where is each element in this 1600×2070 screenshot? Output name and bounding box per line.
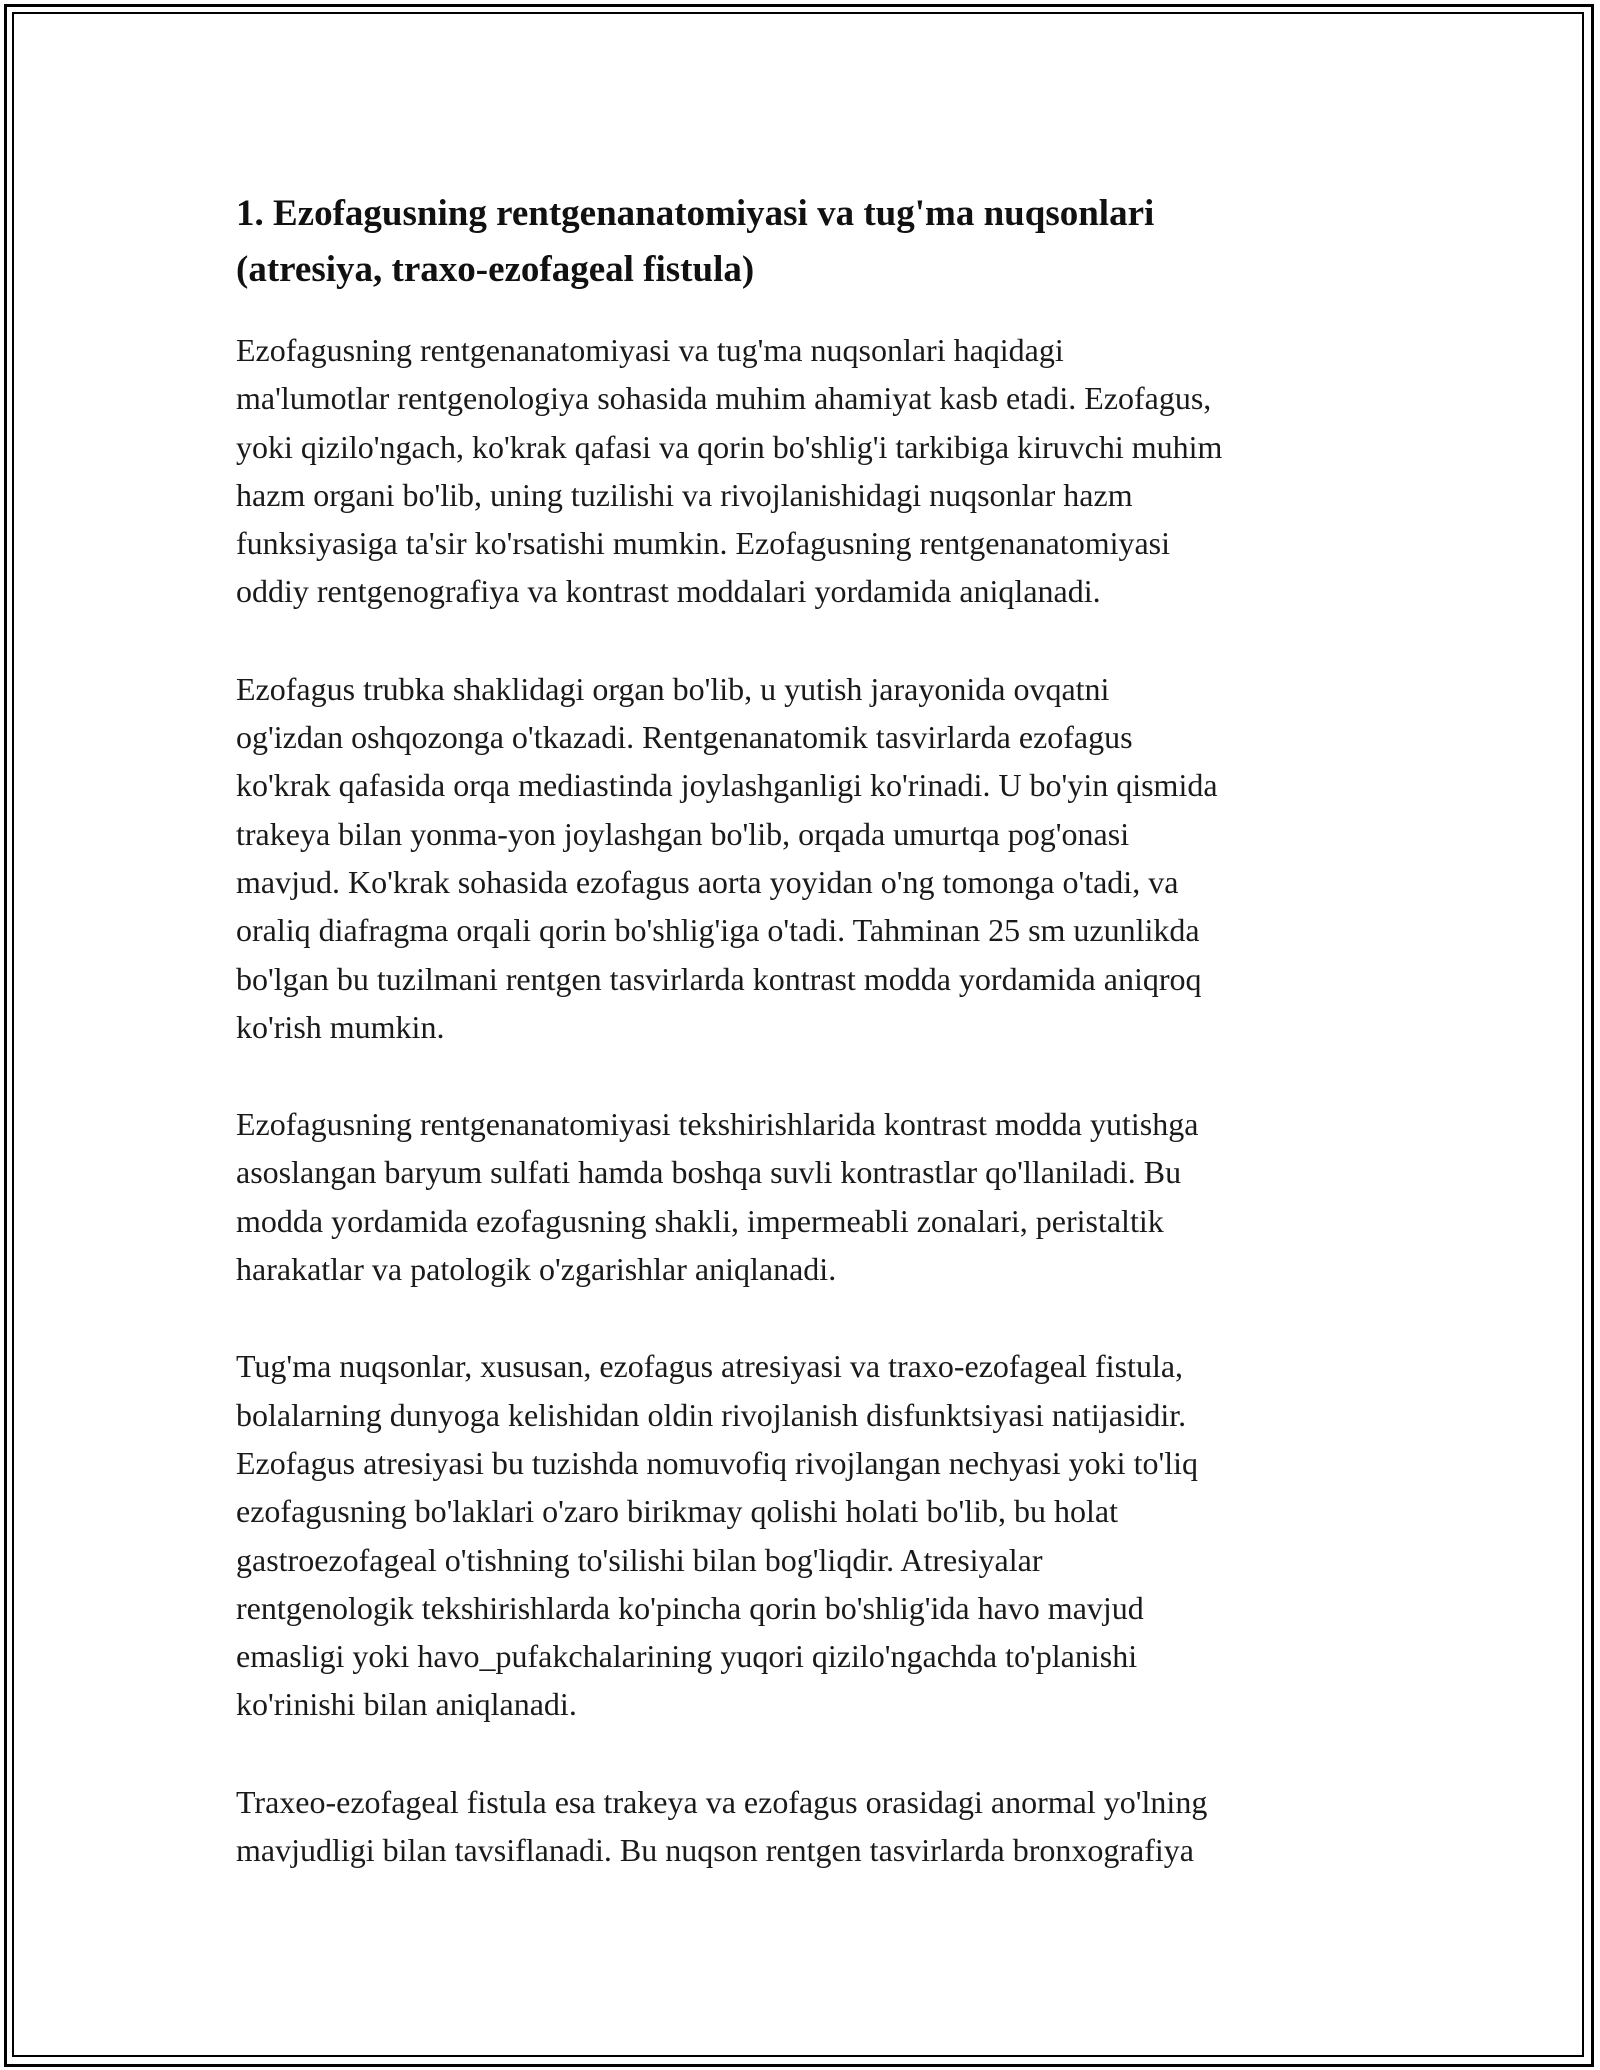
paragraph-3: Ezofagusning rentgenanatomiyasi tekshirishlarida kontrast modda yutishga asoslangan baryum sulfati hamda boshqa suvli kontrastlar qo'llaniladi. Bu modda yordamida ezofagusning shakli, impermeabli zonalari, peristaltik harakatlar va patologik o'zgarishlar aniqlanadi. xyxy=(236,1106,1199,1288)
paragraph-4: Tug'ma nuqsonlar, xususan, ezofagus atresiyasi va traxo-ezofageal fistula, bolalarning dunyoga kelishidan oldin rivojlanish disfunktsiyasi natijasidir. Ezofagus atresiyasi bu tuzishda nomuvofiq rivojlangan nechyasi yoki to'liq ezofagusning bo'laklari o'zaro birikmay qolishi holati bo'lib, bu holat gastroezofageal o'tishning to'silishi bilan bog'liqdir. Atresiyalar rentgenologik tekshirishlarda ko'pincha qorin bo'shlig'ida havo mavjud emasligi yoki havo_pufakchalarining yuqori qizilo'ngachda to'planishi ko'rinishi bilan aniqlanadi. xyxy=(236,1348,1198,1723)
document-body xyxy=(236,186,1376,1923)
section-heading: 1. Ezofagusning rentgenanatomiyasi va tug'ma nuqsonlari (atresiya, traxo-ezofageal fistula) xyxy=(236,193,1155,290)
paragraph-2: Ezofagus trubka shaklidagi organ bo'lib, u yutish jarayonida ovqatni og'izdan oshqozonga o'tkazadi. Rentgenanatomik tasvirlarda ezofagus ko'krak qafasida orqa mediastinda joylashganligi ko'rinadi. U bo'yin qismida trakeya bilan yonma-yon joylashgan bo'lib, orqada umurtqa pog'onasi mavjud. Ko'krak sohasida ezofagus aorta yoyidan o'ng tomonga o'tadi, va oraliq diafragma orqali qorin bo'shlig'iga o'tadi. Tahminan 25 sm uzunlikda bo'lgan bu tuzilmani rentgen tasvirlarda kontrast modda yordamida aniqroq ko'rish mumkin. xyxy=(236,670,1218,1045)
paragraph-5: Traxeo-ezofageal fistula esa trakeya va ezofagus orasidagi anormal yo'lning mavjudligi bilan tavsiflanadi. Bu nuqson rentgen tasvirlarda bronxografiya xyxy=(236,1783,1208,1869)
paragraph-1: Ezofagusning rentgenanatomiyasi va tug'ma nuqsonlari haqidagi ma'lumotlar rentgenologiya sohasida muhim ahamiyat kasb etadi. Ezofagus, yoki qizilo'ngach, ko'krak qafasi va qorin bo'shlig'i tarkibiga kiruvchi muhim hazm organi bo'lib, uning tuzilishi va rivojlanishidagi nuqsonlar hazm funksiyasiga ta'sir ko'rsatishi mumkin. Ezofagusning rentgenanatomiyasi oddiy rentgenografiya va kontrast moddalari yordamida aniqlanadi. xyxy=(236,332,1223,610)
